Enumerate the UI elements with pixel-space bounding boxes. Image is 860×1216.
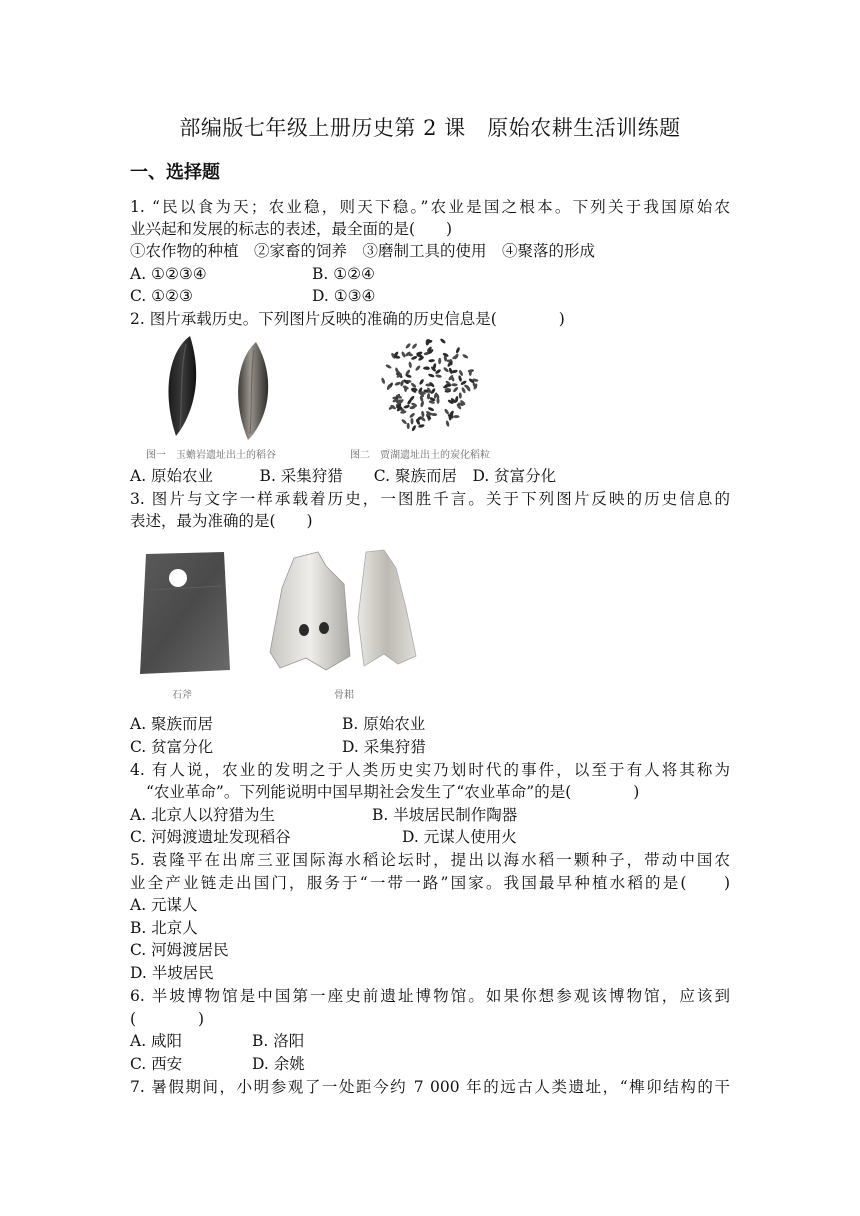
q2-options: A. 原始农业 B. 采集狩猎 C. 聚族而居 D. 贫富分化 — [130, 467, 557, 485]
q4-option-d: D. 元谋人使用火 — [402, 828, 517, 846]
q6-option-a: A. 咸阳 — [130, 1032, 183, 1050]
q3-stone-axe-caption: 石斧 — [172, 690, 192, 701]
q1-option-b: B. ①②④ — [312, 265, 375, 283]
q5-option-a: A. 元谋人 — [130, 896, 198, 914]
q4-option-a: A. 北京人以狩猎为生 — [130, 806, 276, 824]
rice-grain-figure-1 — [146, 332, 296, 444]
q5-option-d: D. 半坡居民 — [130, 964, 214, 982]
q4-option-c: C. 河姆渡遗址发现稻谷 — [130, 828, 291, 846]
section-heading: 一、选择题 — [130, 162, 220, 183]
q3-text-line1: 3. 图片与文字一样承载着历史，一图胜千言。关于下列图片反映的历史信息的 — [130, 490, 730, 508]
q6-option-d: D. 余姚 — [252, 1055, 305, 1073]
q1-items: ①农作物的种植 ②家畜的饲养 ③磨制工具的使用 ④聚落的形成 — [130, 242, 596, 260]
q3-option-d: D. 采集狩猎 — [342, 738, 426, 756]
q2-figure-2-caption: 图二 贾湖遗址出土的炭化稻粒 — [350, 450, 490, 461]
q5-text-line2: 业全产业链走出国门，服务于“一带一路”国家。我国最早种植水稻的是( ) — [130, 874, 730, 892]
q3-bone-spade-caption: 骨耜 — [334, 690, 354, 701]
q4-option-b: B. 半坡居民制作陶器 — [372, 806, 518, 824]
q1-option-a: A. ①②③④ — [130, 265, 207, 283]
rice-grain-mark — [469, 370, 472, 376]
q4-text-line1: 4. 有人说，农业的发明之于人类历史实乃划时代的事件，以至于有人将其称为 — [130, 761, 730, 779]
q4-text-line2: “农业革命”。下列能说明中国早期社会发生了“农业革命”的是( ) — [146, 783, 640, 801]
q1-text-line2: 业兴起和发展的标志的表述，最全面的是( ) — [130, 220, 453, 238]
page-title: 部编版七年级上册历史第 2 课 原始农耕生活训练题 — [179, 116, 681, 140]
q6-option-c: C. 西安 — [130, 1055, 183, 1073]
rice-grains-figure-2 — [376, 332, 482, 438]
q1-option-c: C. ①②③ — [130, 287, 193, 305]
q2-figure-1-caption: 图一 玉蟾岩遗址出土的稻谷 — [146, 450, 276, 461]
q3-option-c: C. 贫富分化 — [130, 738, 214, 756]
q5-option-b: B. 北京人 — [130, 919, 198, 937]
stone-axe-image — [136, 550, 236, 678]
q1-option-d: D. ①③④ — [312, 287, 376, 305]
q5-text-line1: 5. 袁隆平在出席三亚国际海水稻论坛时，提出以海水稻一颗种子，带动中国农 — [130, 851, 730, 869]
rice-grain-mark — [453, 415, 459, 418]
q3-text-line2: 表述，最为准确的是( ) — [130, 512, 313, 530]
q6-option-b: B. 洛阳 — [252, 1032, 305, 1050]
q2-text-line1: 2. 图片承载历史。下列图片反映的准确的历史信息是( ) — [130, 310, 565, 328]
q6-text-line1: 6. 半坡博物馆是中国第一座史前遗址博物馆。如果你想参观该博物馆，应该到 — [130, 987, 730, 1005]
q3-option-b: B. 原始农业 — [342, 715, 426, 733]
q1-text-line1: 1. “民以食为天；农业稳，则天下稳。”农业是国之根本。下列关于我国原始农 — [130, 198, 730, 216]
q3-option-a: A. 聚族而居 — [130, 715, 214, 733]
q5-option-c: C. 河姆渡居民 — [130, 941, 229, 959]
q6-text-line2: ( ) — [130, 1010, 205, 1028]
q7-text-line1: 7. 暑假期间，小明参观了一处距今约 7 000 年的远古人类遗址，“榫卯结构的干 — [130, 1078, 730, 1096]
bone-spade-image — [266, 548, 436, 672]
